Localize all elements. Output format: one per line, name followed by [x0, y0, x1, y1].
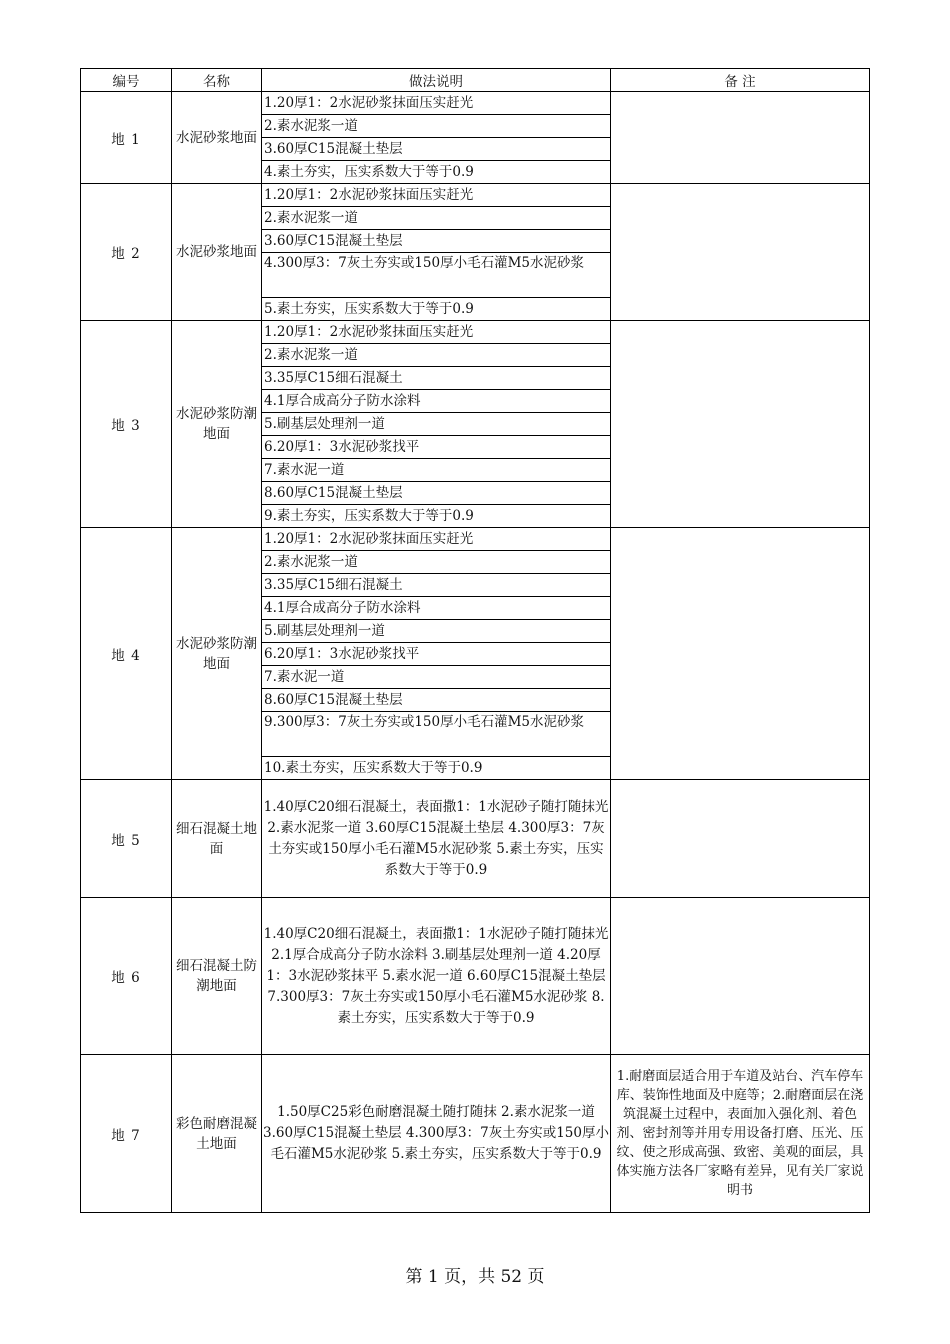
row-code: 地 6	[81, 898, 172, 1055]
step-item: 4.1厚合成高分子防水涂料	[262, 597, 610, 620]
row-steps	[262, 92, 611, 184]
step-item: 9.300厚3：7灰土夯实或150厚小毛石灌M5水泥砂浆	[262, 712, 610, 757]
header-code: 编号	[81, 69, 172, 92]
row-steps	[262, 528, 611, 780]
step-item: 7.素水泥一道	[262, 666, 610, 689]
row-description: 1.40厚C20细石混凝土，表面撒1：1水泥砂子随打随抹光 2.1厚合成高分子防水涂料 3.刷基层处理剂一道 4.20厚1：3水泥砂浆抹平 5.素水泥一道 6.60厚C15混凝土垫层 7.300厚3：7灰土夯实或150厚小毛石灌M5水泥砂浆 8.素土夯实，压实系数大于等于0.9	[262, 898, 611, 1055]
step-item: 8.60厚C15混凝土垫层	[262, 689, 610, 712]
header-method: 做法说明	[262, 69, 611, 92]
step-item: 5.刷基层处理剂一道	[262, 413, 610, 436]
row-steps	[262, 321, 611, 528]
table-row	[81, 898, 870, 1055]
step-item: 9.素土夯实，压实系数大于等于0.9	[264, 508, 474, 524]
table-header-row	[81, 69, 870, 92]
table-row	[81, 92, 870, 184]
row-name: 细石混凝土地面	[172, 780, 262, 898]
step-item: 3.60厚C15混凝土垫层	[262, 230, 610, 253]
row-code: 地 1	[81, 92, 172, 184]
step-item: 2.素水泥浆一道	[262, 551, 610, 574]
step-item: 3.35厚C15细石混凝土	[262, 574, 610, 597]
row-description: 1.50厚C25彩色耐磨混凝土随打随抹 2.素水泥浆一道 3.60厚C15混凝土垫层 4.300厚3：7灰土夯实或150厚小毛石灌M5水泥砂浆 5.素土夯实，压实系数大于等于0.9	[262, 1055, 611, 1213]
row-remark	[611, 898, 870, 1055]
step-item: 6.20厚1：3水泥砂浆找平	[262, 643, 610, 666]
step-item: 2.素水泥浆一道	[262, 207, 610, 230]
step-item: 1.20厚1：2水泥砂浆抹面压实赶光	[262, 528, 610, 551]
header-remark: 备 注	[611, 69, 870, 92]
row-code: 地 2	[81, 184, 172, 321]
step-item: 7.素水泥一道	[262, 459, 610, 482]
step-item: 2.素水泥浆一道	[262, 344, 610, 367]
row-description: 1.40厚C20细石混凝土，表面撒1：1水泥砂子随打随抹光 2.素水泥浆一道 3.60厚C15混凝土垫层 4.300厚3：7灰土夯实或150厚小毛石灌M5水泥砂浆 5.素土夯实，压实系数大于等于0.9	[262, 780, 611, 898]
step-item: 1.20厚1：2水泥砂浆抹面压实赶光	[262, 321, 610, 344]
step-item: 6.20厚1：3水泥砂浆找平	[262, 436, 610, 459]
table-row	[81, 321, 870, 528]
step-item: 8.60厚C15混凝土垫层	[262, 482, 610, 505]
row-remark	[611, 780, 870, 898]
row-code: 地 4	[81, 528, 172, 780]
table-row	[81, 184, 870, 321]
step-item: 5.素土夯实，压实系数大于等于0.9	[264, 301, 474, 317]
row-remark	[611, 321, 870, 528]
step-item: 4.1厚合成高分子防水涂料	[262, 390, 610, 413]
step-item: 2.素水泥浆一道	[262, 115, 610, 138]
header-name: 名称	[172, 69, 262, 92]
row-code: 地 5	[81, 780, 172, 898]
row-code: 地 3	[81, 321, 172, 528]
table-row	[81, 780, 870, 898]
row-remark	[611, 184, 870, 321]
step-item: 4.300厚3：7灰土夯实或150厚小毛石灌M5水泥砂浆	[262, 253, 610, 298]
row-name: 水泥砂浆地面	[172, 92, 262, 184]
row-name: 水泥砂浆地面	[172, 184, 262, 321]
step-item: 10.素土夯实，压实系数大于等于0.9	[264, 760, 483, 776]
row-name: 细石混凝土防潮地面	[172, 898, 262, 1055]
step-item: 1.20厚1：2水泥砂浆抹面压实赶光	[262, 184, 610, 207]
step-item: 3.35厚C15细石混凝土	[262, 367, 610, 390]
row-remark	[611, 92, 870, 184]
table-row	[81, 528, 870, 780]
row-name: 水泥砂浆防潮地面	[172, 321, 262, 528]
row-code: 地 7	[81, 1055, 172, 1213]
page-footer: 第 1 页，共 52 页	[405, 1267, 545, 1287]
row-steps	[262, 184, 611, 321]
table-row	[81, 1055, 870, 1213]
floor-spec-table	[80, 68, 870, 1213]
row-name: 水泥砂浆防潮地面	[172, 528, 262, 780]
step-item: 4.素土夯实，压实系数大于等于0.9	[264, 164, 474, 180]
step-item: 3.60厚C15混凝土垫层	[262, 138, 610, 161]
row-name: 彩色耐磨混凝土地面	[172, 1055, 262, 1213]
step-item: 1.20厚1：2水泥砂浆抹面压实赶光	[262, 92, 610, 115]
step-item: 5.刷基层处理剂一道	[262, 620, 610, 643]
row-remark	[611, 528, 870, 780]
row-remark: 1.耐磨面层适合用于车道及站台、汽车停车库、装饰性地面及中庭等；2.耐磨面层在浇筑混凝土过程中，表面加入强化剂、着色剂、密封剂等并用专用设备打磨、压光、压纹、使之形成高强、致密、美观的面层，具体实施方法各厂家略有差异，见有关厂家说明书	[611, 1055, 870, 1213]
